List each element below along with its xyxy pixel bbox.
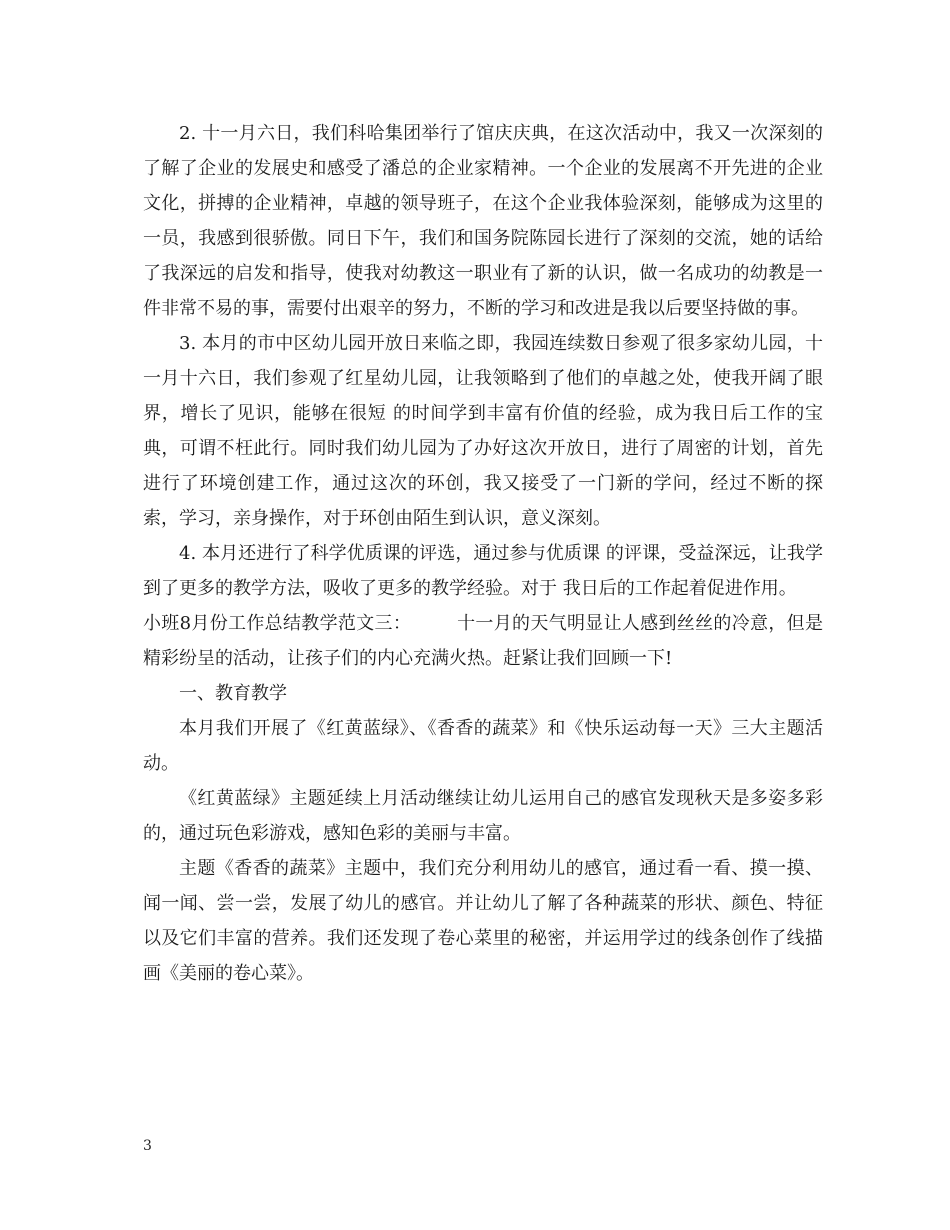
paragraph-theme-colors: 《红黄蓝绿》主题延续上月活动继续让幼儿运用自己的感官发现秋天是多姿多彩的，通过玩色彩游戏，感知色彩的美丽与丰富。 xyxy=(143,788,823,844)
document-body xyxy=(143,116,823,991)
paragraph-item-2: 2. 十一月六日，我们科哈集团举行了馆庆庆典，在这次活动中，我又一次深刻的了解了企业的发展史和感受了潘总的企业家精神。一个企业的发展离不开先进的企业文化，拼搏的企业精神，卓越的领导班子，在这个企业我体验深刻，能够成为这里的一员，我感到很骄傲。同日下午，我们和国务院陈园长进行了深刻的交流，她的话给了我深远的启发和指导，使我对幼教这一职业有了新的认识，做一名成功的幼教是一件非常不易的事，需要付出艰辛的努力，不断的学习和改进是我以后要坚持做的事。 xyxy=(143,123,823,319)
paragraph-themes-overview: 本月我们开展了《红黄蓝绿》、《香香的蔬菜》和《快乐运动每一天》三大主题活动。 xyxy=(143,718,823,774)
page-number: 3 xyxy=(143,1138,152,1154)
paragraph-item-4: 4. 本月还进行了科学优质课的评选，通过参与优质课 的评课，受益深远，让我学到了更多的教学方法，吸收了更多的教学经验。对于 我日后的工作起着促进作用。 xyxy=(143,543,823,599)
paragraph-item-3: 3. 本月的市中区幼儿园开放日来临之即，我园连续数日参观了很多家幼儿园，十一月十六日，我们参观了红星幼儿园，让我领略到了他们的卓越之处，使我开阔了眼界，增长了见识，能够在很短 的时间学到丰富有价值的经验，成为我日后工作的宝典，可谓不枉此行。同时我们幼儿园为了办好这次开放日，进行了周密的计划，首先进行了环境创建工作，通过这次的环创，我又接受了一门新的学问，经过不断的探索，学习，亲身操作，对于环创由陌生到认识，意义深刻。 xyxy=(143,333,823,529)
section-heading-education: 一、教育教学 xyxy=(179,683,287,704)
paragraph-section-intro: 小班8月份工作总结教学范文三： 十一月的天气明显让人感到丝丝的冷意，但是精彩纷呈的活动，让孩子们的内心充满火热。赶紧让我们回顾一下! xyxy=(143,613,823,669)
paragraph-theme-vegetables: 主题《香香的蔬菜》主题中，我们充分利用幼儿的感官，通过看一看、摸一摸、闻一闻、尝一尝，发展了幼儿的感官。并让幼儿了解了各种蔬菜的形状、颜色、特征以及它们丰富的营养。我们还发现了卷心菜里的秘密，并运用学过的线条创作了线描画《美丽的卷心菜》。 xyxy=(143,858,823,984)
